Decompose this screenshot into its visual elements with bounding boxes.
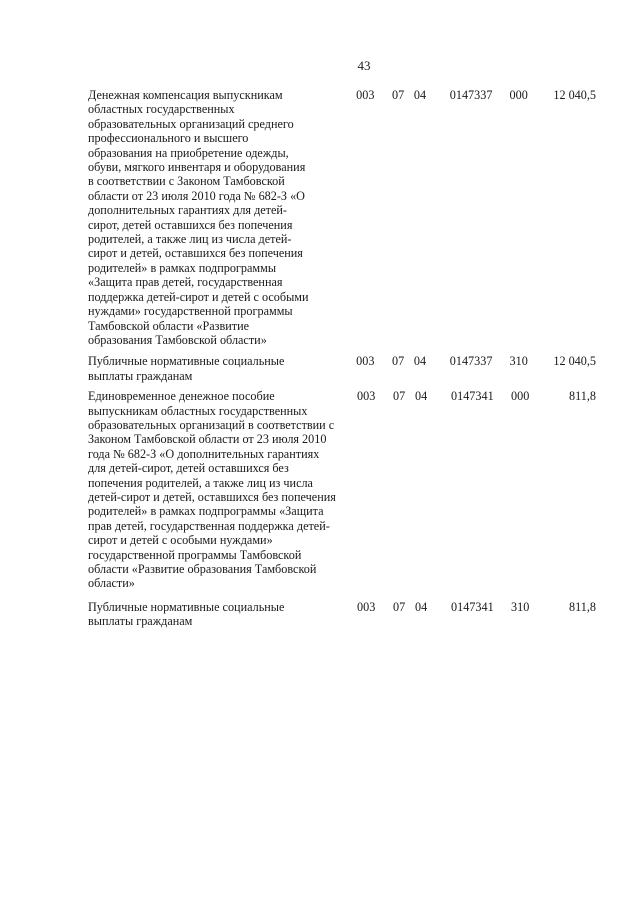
cell-amount: 811,8 [569,599,596,614]
cell-section: 07 [391,354,405,369]
cell-section: 07 [393,389,406,404]
cell-target-article: 0147337 [449,88,493,102]
cell-expense-type: 310 [509,354,528,369]
cell-section: 07 [391,88,405,102]
cell-subsection: 04 [415,389,428,404]
budget-table [88,88,596,629]
cell-expense-type: 000 [509,88,528,102]
cell-amount: 12 040,5 [553,88,596,102]
cell-subsection: 04 [415,599,428,614]
table-row [88,354,596,383]
cell-subsection: 04 [413,354,427,369]
cell-subsection: 04 [413,88,427,102]
cell-expense-type: 310 [511,599,530,614]
table-row [88,88,596,347]
cell-department: 003 [357,599,376,614]
cell-department: 003 [356,354,375,369]
cell-expense-type: 000 [511,389,530,404]
cell-target-article: 0147337 [449,354,493,369]
cell-amount: 811,8 [569,389,596,404]
cell-target-article: 0147341 [451,599,494,614]
cell-target-article: 0147341 [451,389,494,404]
row-description: Публичные нормативные социальные выплаты гражданам [88,354,285,383]
row-description: Денежная компенсация выпускникам областных государственных образовательных организаций среднего профессионального и высшего образования на приобретение одежды, обуви, мягкого инвентаря и оборудования в соответствии с Законом Тамбовской области от 23 июля 2010 года № 682-З «О дополнительных гарантиях для детей-сирот, детей оставшихся без попечения родителей, а также лиц из числа детей-сирот и детей, оставшихся без попечения родителей» в рамках подпрограммы «Защита прав детей, государственная поддержка детей-сирот и детей с особыми нуждами» государственной программы Тамбовской области «Развитие образования Тамбовской области» [88,88,309,347]
cell-section: 07 [393,599,406,614]
cell-department: 003 [356,88,375,102]
row-description: Единовременное денежное пособие выпускникам областных государственных образовательных организаций в соответствии с Законом Тамбовской области от 23 июля 2010 года № 682-З «О дополнительных гарантиях для детей-сирот, детей оставшихся без попечения родителей, а также лиц из числа детей-сирот и детей, оставшихся без попечения родителей» в рамках подпрограммы «Защита прав детей, государственная поддержка детей-сирот и детей с особыми нуждами» государственной программы Тамбовской области «Развитие образования Тамбовской области» [88,389,336,591]
cell-department: 003 [357,389,376,404]
page-number: 43 [357,58,371,73]
cell-amount: 12 040,5 [553,354,596,369]
table-row [88,600,596,629]
table-row [88,389,596,591]
row-description: Публичные нормативные социальные выплаты гражданам [88,599,285,629]
